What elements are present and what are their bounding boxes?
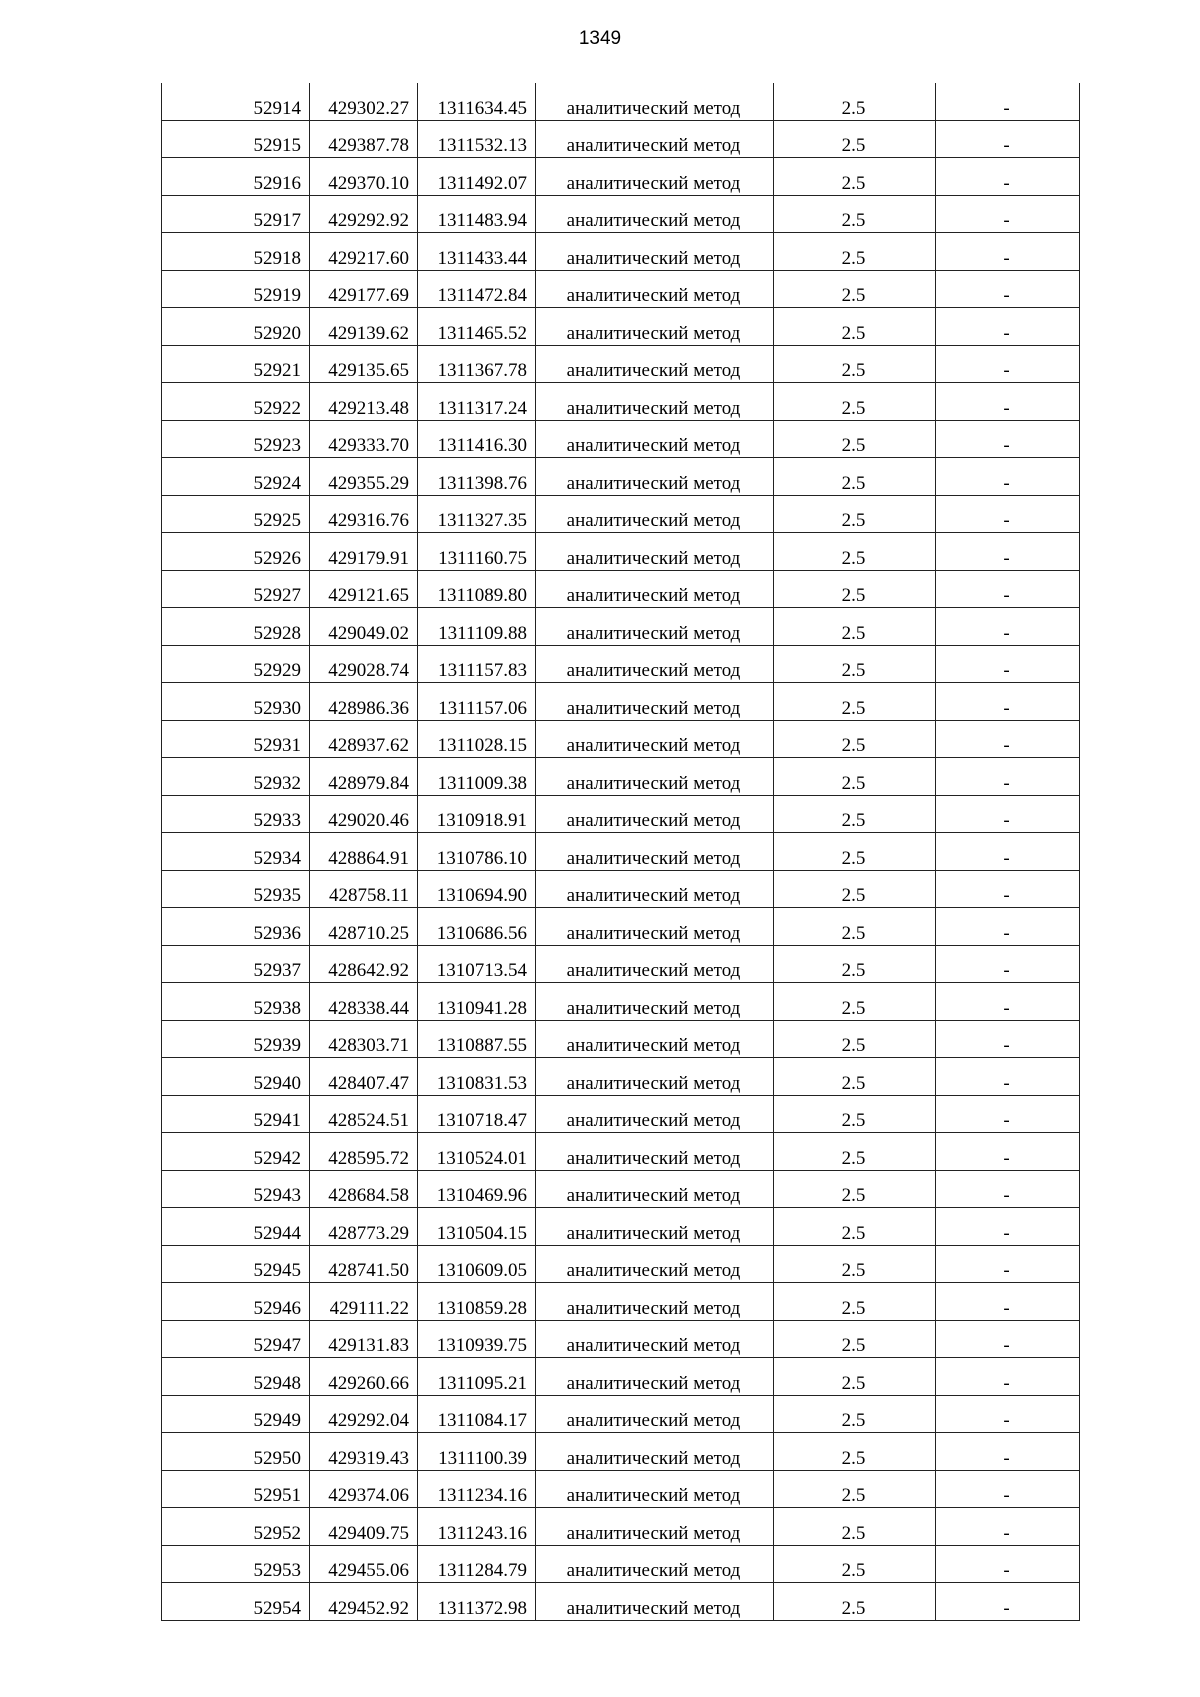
accuracy-cell: 2.5 bbox=[774, 195, 936, 233]
y-coordinate-cell: 1311084.17 bbox=[418, 1395, 536, 1433]
accuracy-cell: 2.5 bbox=[774, 1320, 936, 1358]
note-cell: - bbox=[936, 795, 1080, 833]
y-coordinate-cell: 1310609.05 bbox=[418, 1245, 536, 1283]
note-cell: - bbox=[936, 608, 1080, 646]
y-coordinate-cell: 1311483.94 bbox=[418, 195, 536, 233]
point-number-cell: 52918 bbox=[162, 233, 310, 271]
point-number-cell: 52919 bbox=[162, 270, 310, 308]
y-coordinate-cell: 1311465.52 bbox=[418, 308, 536, 346]
point-number-cell: 52927 bbox=[162, 570, 310, 608]
accuracy-cell: 2.5 bbox=[774, 1245, 936, 1283]
x-coordinate-cell: 428979.84 bbox=[310, 758, 418, 796]
table-row bbox=[162, 945, 1080, 983]
accuracy-cell: 2.5 bbox=[774, 720, 936, 758]
accuracy-cell: 2.5 bbox=[774, 833, 936, 871]
accuracy-cell: 2.5 bbox=[774, 120, 936, 158]
note-cell: - bbox=[936, 158, 1080, 196]
method-cell: аналитический метод bbox=[536, 195, 774, 233]
method-cell: аналитический метод bbox=[536, 570, 774, 608]
note-cell: - bbox=[936, 308, 1080, 346]
accuracy-cell: 2.5 bbox=[774, 1358, 936, 1396]
note-cell: - bbox=[936, 233, 1080, 271]
accuracy-cell: 2.5 bbox=[774, 683, 936, 721]
method-cell: аналитический метод bbox=[536, 908, 774, 946]
method-cell: аналитический метод bbox=[536, 758, 774, 796]
table-row bbox=[162, 1245, 1080, 1283]
y-coordinate-cell: 1310918.91 bbox=[418, 795, 536, 833]
note-cell: - bbox=[936, 983, 1080, 1021]
accuracy-cell: 2.5 bbox=[774, 495, 936, 533]
y-coordinate-cell: 1311243.16 bbox=[418, 1508, 536, 1546]
note-cell: - bbox=[936, 1583, 1080, 1621]
note-cell: - bbox=[936, 1395, 1080, 1433]
y-coordinate-cell: 1311634.45 bbox=[418, 83, 536, 120]
x-coordinate-cell: 429217.60 bbox=[310, 233, 418, 271]
table-row bbox=[162, 308, 1080, 346]
table-row bbox=[162, 158, 1080, 196]
point-number-cell: 52917 bbox=[162, 195, 310, 233]
point-number-cell: 52950 bbox=[162, 1433, 310, 1471]
method-cell: аналитический метод bbox=[536, 1583, 774, 1621]
method-cell: аналитический метод bbox=[536, 233, 774, 271]
page-number: 1349 bbox=[578, 28, 622, 49]
table-row bbox=[162, 1020, 1080, 1058]
table-row bbox=[162, 608, 1080, 646]
point-number-cell: 52936 bbox=[162, 908, 310, 946]
table-row bbox=[162, 1508, 1080, 1546]
x-coordinate-cell: 429020.46 bbox=[310, 795, 418, 833]
accuracy-cell: 2.5 bbox=[774, 1283, 936, 1321]
point-number-cell: 52947 bbox=[162, 1320, 310, 1358]
x-coordinate-cell: 429028.74 bbox=[310, 645, 418, 683]
y-coordinate-cell: 1311433.44 bbox=[418, 233, 536, 271]
note-cell: - bbox=[936, 833, 1080, 871]
table-row bbox=[162, 683, 1080, 721]
y-coordinate-cell: 1311157.06 bbox=[418, 683, 536, 721]
method-cell: аналитический метод bbox=[536, 833, 774, 871]
point-number-cell: 52914 bbox=[162, 83, 310, 120]
table-row bbox=[162, 645, 1080, 683]
method-cell: аналитический метод bbox=[536, 1320, 774, 1358]
y-coordinate-cell: 1311372.98 bbox=[418, 1583, 536, 1621]
method-cell: аналитический метод bbox=[536, 683, 774, 721]
point-number-cell: 52951 bbox=[162, 1470, 310, 1508]
accuracy-cell: 2.5 bbox=[774, 1170, 936, 1208]
note-cell: - bbox=[936, 270, 1080, 308]
x-coordinate-cell: 428710.25 bbox=[310, 908, 418, 946]
accuracy-cell: 2.5 bbox=[774, 1020, 936, 1058]
coordinates-table bbox=[161, 83, 1080, 1621]
x-coordinate-cell: 429333.70 bbox=[310, 420, 418, 458]
accuracy-cell: 2.5 bbox=[774, 1058, 936, 1096]
note-cell: - bbox=[936, 1545, 1080, 1583]
y-coordinate-cell: 1311095.21 bbox=[418, 1358, 536, 1396]
table-row bbox=[162, 1283, 1080, 1321]
y-coordinate-cell: 1311492.07 bbox=[418, 158, 536, 196]
point-number-cell: 52921 bbox=[162, 345, 310, 383]
x-coordinate-cell: 429302.27 bbox=[310, 83, 418, 120]
point-number-cell: 52942 bbox=[162, 1133, 310, 1171]
y-coordinate-cell: 1310524.01 bbox=[418, 1133, 536, 1171]
point-number-cell: 52939 bbox=[162, 1020, 310, 1058]
accuracy-cell: 2.5 bbox=[774, 908, 936, 946]
x-coordinate-cell: 429316.76 bbox=[310, 495, 418, 533]
method-cell: аналитический метод bbox=[536, 83, 774, 120]
y-coordinate-cell: 1311472.84 bbox=[418, 270, 536, 308]
note-cell: - bbox=[936, 1020, 1080, 1058]
y-coordinate-cell: 1311367.78 bbox=[418, 345, 536, 383]
method-cell: аналитический метод bbox=[536, 1133, 774, 1171]
accuracy-cell: 2.5 bbox=[774, 383, 936, 421]
method-cell: аналитический метод bbox=[536, 1395, 774, 1433]
table-row bbox=[162, 1208, 1080, 1246]
note-cell: - bbox=[936, 533, 1080, 571]
coordinates-table-body bbox=[162, 83, 1080, 1620]
method-cell: аналитический метод bbox=[536, 1058, 774, 1096]
x-coordinate-cell: 429292.04 bbox=[310, 1395, 418, 1433]
point-number-cell: 52916 bbox=[162, 158, 310, 196]
point-number-cell: 52932 bbox=[162, 758, 310, 796]
point-number-cell: 52920 bbox=[162, 308, 310, 346]
x-coordinate-cell: 429260.66 bbox=[310, 1358, 418, 1396]
x-coordinate-cell: 428642.92 bbox=[310, 945, 418, 983]
x-coordinate-cell: 428937.62 bbox=[310, 720, 418, 758]
accuracy-cell: 2.5 bbox=[774, 83, 936, 120]
note-cell: - bbox=[936, 1470, 1080, 1508]
table-row bbox=[162, 458, 1080, 496]
note-cell: - bbox=[936, 1133, 1080, 1171]
y-coordinate-cell: 1311327.35 bbox=[418, 495, 536, 533]
accuracy-cell: 2.5 bbox=[774, 420, 936, 458]
note-cell: - bbox=[936, 383, 1080, 421]
table-row bbox=[162, 1095, 1080, 1133]
point-number-cell: 52926 bbox=[162, 533, 310, 571]
y-coordinate-cell: 1310939.75 bbox=[418, 1320, 536, 1358]
table-row bbox=[162, 833, 1080, 871]
note-cell: - bbox=[936, 1208, 1080, 1246]
point-number-cell: 52915 bbox=[162, 120, 310, 158]
accuracy-cell: 2.5 bbox=[774, 795, 936, 833]
note-cell: - bbox=[936, 570, 1080, 608]
table-row bbox=[162, 1433, 1080, 1471]
method-cell: аналитический метод bbox=[536, 1095, 774, 1133]
accuracy-cell: 2.5 bbox=[774, 645, 936, 683]
method-cell: аналитический метод bbox=[536, 608, 774, 646]
x-coordinate-cell: 429049.02 bbox=[310, 608, 418, 646]
accuracy-cell: 2.5 bbox=[774, 1508, 936, 1546]
table-row bbox=[162, 908, 1080, 946]
y-coordinate-cell: 1311028.15 bbox=[418, 720, 536, 758]
table-row bbox=[162, 570, 1080, 608]
y-coordinate-cell: 1311009.38 bbox=[418, 758, 536, 796]
x-coordinate-cell: 428773.29 bbox=[310, 1208, 418, 1246]
point-number-cell: 52931 bbox=[162, 720, 310, 758]
table-row bbox=[162, 870, 1080, 908]
accuracy-cell: 2.5 bbox=[774, 945, 936, 983]
x-coordinate-cell: 429131.83 bbox=[310, 1320, 418, 1358]
point-number-cell: 52937 bbox=[162, 945, 310, 983]
x-coordinate-cell: 428986.36 bbox=[310, 683, 418, 721]
point-number-cell: 52943 bbox=[162, 1170, 310, 1208]
method-cell: аналитический метод bbox=[536, 1208, 774, 1246]
table-row bbox=[162, 533, 1080, 571]
x-coordinate-cell: 428338.44 bbox=[310, 983, 418, 1021]
note-cell: - bbox=[936, 1095, 1080, 1133]
note-cell: - bbox=[936, 120, 1080, 158]
point-number-cell: 52922 bbox=[162, 383, 310, 421]
y-coordinate-cell: 1311234.16 bbox=[418, 1470, 536, 1508]
accuracy-cell: 2.5 bbox=[774, 1470, 936, 1508]
y-coordinate-cell: 1310887.55 bbox=[418, 1020, 536, 1058]
point-number-cell: 52938 bbox=[162, 983, 310, 1021]
method-cell: аналитический метод bbox=[536, 458, 774, 496]
x-coordinate-cell: 429179.91 bbox=[310, 533, 418, 571]
method-cell: аналитический метод bbox=[536, 383, 774, 421]
method-cell: аналитический метод bbox=[536, 1283, 774, 1321]
y-coordinate-cell: 1311398.76 bbox=[418, 458, 536, 496]
note-cell: - bbox=[936, 458, 1080, 496]
note-cell: - bbox=[936, 83, 1080, 120]
table-row bbox=[162, 758, 1080, 796]
table-row bbox=[162, 233, 1080, 271]
table-row bbox=[162, 1170, 1080, 1208]
table-row bbox=[162, 720, 1080, 758]
table-row bbox=[162, 83, 1080, 120]
x-coordinate-cell: 429452.92 bbox=[310, 1583, 418, 1621]
point-number-cell: 52925 bbox=[162, 495, 310, 533]
note-cell: - bbox=[936, 870, 1080, 908]
note-cell: - bbox=[936, 758, 1080, 796]
point-number-cell: 52954 bbox=[162, 1583, 310, 1621]
method-cell: аналитический метод bbox=[536, 420, 774, 458]
point-number-cell: 52928 bbox=[162, 608, 310, 646]
method-cell: аналитический метод bbox=[536, 1245, 774, 1283]
y-coordinate-cell: 1311416.30 bbox=[418, 420, 536, 458]
method-cell: аналитический метод bbox=[536, 533, 774, 571]
x-coordinate-cell: 428864.91 bbox=[310, 833, 418, 871]
x-coordinate-cell: 429374.06 bbox=[310, 1470, 418, 1508]
note-cell: - bbox=[936, 495, 1080, 533]
x-coordinate-cell: 429409.75 bbox=[310, 1508, 418, 1546]
y-coordinate-cell: 1310831.53 bbox=[418, 1058, 536, 1096]
method-cell: аналитический метод bbox=[536, 1020, 774, 1058]
x-coordinate-cell: 428684.58 bbox=[310, 1170, 418, 1208]
y-coordinate-cell: 1310786.10 bbox=[418, 833, 536, 871]
note-cell: - bbox=[936, 1058, 1080, 1096]
accuracy-cell: 2.5 bbox=[774, 758, 936, 796]
table-row bbox=[162, 1470, 1080, 1508]
y-coordinate-cell: 1311089.80 bbox=[418, 570, 536, 608]
method-cell: аналитический метод bbox=[536, 158, 774, 196]
accuracy-cell: 2.5 bbox=[774, 533, 936, 571]
point-number-cell: 52933 bbox=[162, 795, 310, 833]
y-coordinate-cell: 1311100.39 bbox=[418, 1433, 536, 1471]
table-row bbox=[162, 1058, 1080, 1096]
y-coordinate-cell: 1311284.79 bbox=[418, 1545, 536, 1583]
accuracy-cell: 2.5 bbox=[774, 158, 936, 196]
accuracy-cell: 2.5 bbox=[774, 1208, 936, 1246]
y-coordinate-cell: 1310713.54 bbox=[418, 945, 536, 983]
method-cell: аналитический метод bbox=[536, 120, 774, 158]
y-coordinate-cell: 1310504.15 bbox=[418, 1208, 536, 1246]
method-cell: аналитический метод bbox=[536, 1508, 774, 1546]
y-coordinate-cell: 1310941.28 bbox=[418, 983, 536, 1021]
note-cell: - bbox=[936, 195, 1080, 233]
table-row bbox=[162, 195, 1080, 233]
y-coordinate-cell: 1310718.47 bbox=[418, 1095, 536, 1133]
x-coordinate-cell: 428524.51 bbox=[310, 1095, 418, 1133]
note-cell: - bbox=[936, 1508, 1080, 1546]
x-coordinate-cell: 428303.71 bbox=[310, 1020, 418, 1058]
method-cell: аналитический метод bbox=[536, 1545, 774, 1583]
point-number-cell: 52952 bbox=[162, 1508, 310, 1546]
x-coordinate-cell: 429111.22 bbox=[310, 1283, 418, 1321]
accuracy-cell: 2.5 bbox=[774, 870, 936, 908]
x-coordinate-cell: 429355.29 bbox=[310, 458, 418, 496]
table-row bbox=[162, 420, 1080, 458]
accuracy-cell: 2.5 bbox=[774, 270, 936, 308]
point-number-cell: 52924 bbox=[162, 458, 310, 496]
method-cell: аналитический метод bbox=[536, 495, 774, 533]
note-cell: - bbox=[936, 1433, 1080, 1471]
note-cell: - bbox=[936, 1245, 1080, 1283]
point-number-cell: 52949 bbox=[162, 1395, 310, 1433]
table-row bbox=[162, 383, 1080, 421]
accuracy-cell: 2.5 bbox=[774, 1433, 936, 1471]
note-cell: - bbox=[936, 1170, 1080, 1208]
accuracy-cell: 2.5 bbox=[774, 983, 936, 1021]
y-coordinate-cell: 1310686.56 bbox=[418, 908, 536, 946]
table-row bbox=[162, 345, 1080, 383]
point-number-cell: 52941 bbox=[162, 1095, 310, 1133]
table-row bbox=[162, 120, 1080, 158]
y-coordinate-cell: 1311109.88 bbox=[418, 608, 536, 646]
y-coordinate-cell: 1311317.24 bbox=[418, 383, 536, 421]
y-coordinate-cell: 1310469.96 bbox=[418, 1170, 536, 1208]
table-row bbox=[162, 1320, 1080, 1358]
x-coordinate-cell: 429135.65 bbox=[310, 345, 418, 383]
note-cell: - bbox=[936, 1283, 1080, 1321]
method-cell: аналитический метод bbox=[536, 270, 774, 308]
method-cell: аналитический метод bbox=[536, 945, 774, 983]
note-cell: - bbox=[936, 1358, 1080, 1396]
table-row bbox=[162, 1583, 1080, 1621]
table-row bbox=[162, 983, 1080, 1021]
x-coordinate-cell: 429370.10 bbox=[310, 158, 418, 196]
point-number-cell: 52944 bbox=[162, 1208, 310, 1246]
accuracy-cell: 2.5 bbox=[774, 345, 936, 383]
method-cell: аналитический метод bbox=[536, 1433, 774, 1471]
method-cell: аналитический метод bbox=[536, 1470, 774, 1508]
table-row bbox=[162, 1358, 1080, 1396]
note-cell: - bbox=[936, 1320, 1080, 1358]
method-cell: аналитический метод bbox=[536, 645, 774, 683]
note-cell: - bbox=[936, 720, 1080, 758]
x-coordinate-cell: 429121.65 bbox=[310, 570, 418, 608]
x-coordinate-cell: 429387.78 bbox=[310, 120, 418, 158]
x-coordinate-cell: 429292.92 bbox=[310, 195, 418, 233]
x-coordinate-cell: 429139.62 bbox=[310, 308, 418, 346]
point-number-cell: 52946 bbox=[162, 1283, 310, 1321]
point-number-cell: 52948 bbox=[162, 1358, 310, 1396]
x-coordinate-cell: 429455.06 bbox=[310, 1545, 418, 1583]
y-coordinate-cell: 1311160.75 bbox=[418, 533, 536, 571]
x-coordinate-cell: 429319.43 bbox=[310, 1433, 418, 1471]
note-cell: - bbox=[936, 345, 1080, 383]
note-cell: - bbox=[936, 645, 1080, 683]
method-cell: аналитический метод bbox=[536, 1358, 774, 1396]
accuracy-cell: 2.5 bbox=[774, 608, 936, 646]
x-coordinate-cell: 428595.72 bbox=[310, 1133, 418, 1171]
point-number-cell: 52940 bbox=[162, 1058, 310, 1096]
note-cell: - bbox=[936, 908, 1080, 946]
table-row bbox=[162, 1545, 1080, 1583]
y-coordinate-cell: 1311157.83 bbox=[418, 645, 536, 683]
table-row bbox=[162, 795, 1080, 833]
method-cell: аналитический метод bbox=[536, 1170, 774, 1208]
table-row bbox=[162, 495, 1080, 533]
x-coordinate-cell: 429213.48 bbox=[310, 383, 418, 421]
accuracy-cell: 2.5 bbox=[774, 1395, 936, 1433]
method-cell: аналитический метод bbox=[536, 345, 774, 383]
x-coordinate-cell: 428758.11 bbox=[310, 870, 418, 908]
point-number-cell: 52953 bbox=[162, 1545, 310, 1583]
accuracy-cell: 2.5 bbox=[774, 1545, 936, 1583]
accuracy-cell: 2.5 bbox=[774, 458, 936, 496]
point-number-cell: 52934 bbox=[162, 833, 310, 871]
point-number-cell: 52935 bbox=[162, 870, 310, 908]
point-number-cell: 52923 bbox=[162, 420, 310, 458]
x-coordinate-cell: 429177.69 bbox=[310, 270, 418, 308]
table-row bbox=[162, 270, 1080, 308]
note-cell: - bbox=[936, 420, 1080, 458]
accuracy-cell: 2.5 bbox=[774, 233, 936, 271]
method-cell: аналитический метод bbox=[536, 870, 774, 908]
x-coordinate-cell: 428407.47 bbox=[310, 1058, 418, 1096]
point-number-cell: 52945 bbox=[162, 1245, 310, 1283]
method-cell: аналитический метод bbox=[536, 983, 774, 1021]
point-number-cell: 52929 bbox=[162, 645, 310, 683]
note-cell: - bbox=[936, 945, 1080, 983]
y-coordinate-cell: 1310694.90 bbox=[418, 870, 536, 908]
method-cell: аналитический метод bbox=[536, 308, 774, 346]
y-coordinate-cell: 1311532.13 bbox=[418, 120, 536, 158]
table-row bbox=[162, 1133, 1080, 1171]
accuracy-cell: 2.5 bbox=[774, 308, 936, 346]
accuracy-cell: 2.5 bbox=[774, 570, 936, 608]
method-cell: аналитический метод bbox=[536, 720, 774, 758]
accuracy-cell: 2.5 bbox=[774, 1583, 936, 1621]
y-coordinate-cell: 1310859.28 bbox=[418, 1283, 536, 1321]
point-number-cell: 52930 bbox=[162, 683, 310, 721]
method-cell: аналитический метод bbox=[536, 795, 774, 833]
note-cell: - bbox=[936, 683, 1080, 721]
accuracy-cell: 2.5 bbox=[774, 1133, 936, 1171]
table-row bbox=[162, 1395, 1080, 1433]
x-coordinate-cell: 428741.50 bbox=[310, 1245, 418, 1283]
accuracy-cell: 2.5 bbox=[774, 1095, 936, 1133]
